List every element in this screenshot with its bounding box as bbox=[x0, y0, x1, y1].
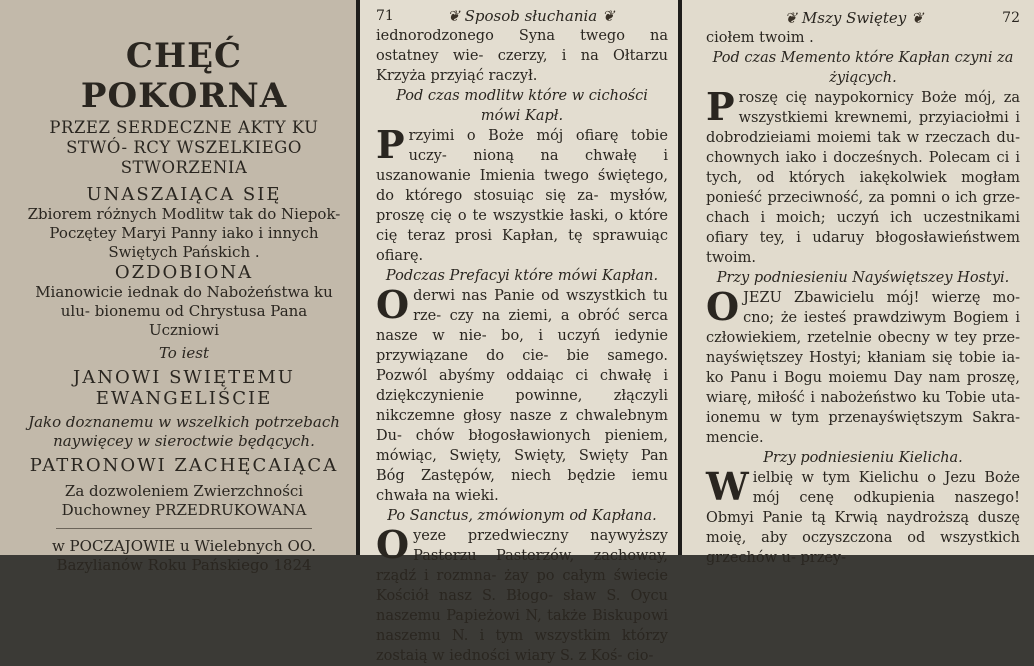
section-heading: Przy podniesieniu Kielicha. bbox=[763, 450, 963, 466]
left-page-number: 71 bbox=[376, 8, 394, 24]
paragraph: iednorodzonego Syna twego na ostatney wie- czerzy, i na Ołtarzu Krzyża przyiąć raczył. bbox=[376, 28, 668, 84]
right-header bbox=[706, 8, 1020, 28]
left-page bbox=[360, 0, 678, 664]
section-heading: Pod czas modlitw które w cichości mówi Kapł. bbox=[396, 88, 648, 124]
right-page-number: 72 bbox=[1002, 10, 1020, 26]
section-heading: Podczas Prefacyi które mówi Kapłan. bbox=[385, 268, 659, 284]
drop-cap: W bbox=[706, 464, 749, 509]
title-rule bbox=[56, 528, 312, 529]
title-line-5: To iest bbox=[158, 344, 210, 362]
drop-cap: P bbox=[376, 122, 405, 167]
paragraph: Oderwi nas Panie od wszystkich tu rze- czy na ziemi, a obróć serca nasze w nie- bo, i uczyń iedynie przywiązane do cie- bie samego. Pozwól abyśmy oddaiąc ci chwałę i dziękczynienie powinne, złączyli nikczemne głosy nasze z chwalebnym Du- chów błogosławionych pieniem, mówiąc, Swięty, Swięty, Swięty Pan Bóg Zastępów, niech będzie iemu chwała na wieki. bbox=[376, 282, 668, 504]
paragraph: Oyeze przedwieczny naywyższy Pasterzu Pasterzów, zachoway, rządź i rozmna- żay po całym świecie Kościół nasz S. Błogo- sław S. Oycu naszemu Papieżowi N, także Biskupowi naszemu N. i tym wszystkim którzy zostaią w iedności wiary S. z Koś- cio- bbox=[376, 522, 668, 664]
fleuron-icon: ❦ bbox=[911, 9, 924, 27]
fleuron-icon: ❦ bbox=[447, 7, 460, 25]
left-running-head: ❦ Sposob słuchania ❦ bbox=[447, 7, 615, 25]
section-heading: Pod czas Memento które Kapłan czyni za żyiących. bbox=[712, 50, 1014, 86]
paragraph: Wielbię w tym Kielichu o Jezu Boże mój cenę odkupienia naszego! Obmyi Panie tą Krwią naydroższą duszę moię, aby oczyszczona od wszystkich grzechów u- przey- bbox=[706, 464, 1020, 566]
title-line-3: OZDOBIONA bbox=[114, 262, 254, 283]
title-line-2: Zbiorem różnych Modlitw tak do Niepok- Poczętey Maryi Panny iako i innych Swiętych Pańskich . bbox=[27, 205, 341, 261]
paragraph: OJEZU Zbawicielu mój! wierzę mo- cno; że iesteś prawdziwym Bogiem i człowiekiem, rzetelnie obecny w tey prze- nayświętszey Hostyi; kłaniam się tobie ia- ko Panu i Bogu moiemu Day nam proszę, wiarę, miłość i nabożeństwo ku Tobie uta- ionemu w tym przenayświętszym Sakra- mencie. bbox=[706, 284, 1020, 446]
fleuron-icon: ❦ bbox=[602, 7, 615, 25]
paragraph: Proszę cię naypokornicy Boże mój, za wszystkiemi krewnemi, przyiaciołmi i dobrodzieiami moiemi tak w rzeczach du- chownych iako i docześnych. Polecam ci i tych, od których iakękolwiek mogłam ponieść przeciwność, za pomni o ich grze- chach i moich; uczyń ich uczestnikami ofiary tey, i udaruy błogosławieństwem twoim. bbox=[706, 84, 1020, 266]
title-line-4: Mianowicie iednak do Nabożeństwa ku ulu- bionemu od Chrystusa Pana Uczniowi bbox=[35, 283, 333, 339]
title-line-6: JANOWI SWIĘTEMU EWANGELIŚCIE bbox=[73, 367, 295, 409]
imprint: w POCZAJOWIE u Wielebnych OO. Bazylianów Roku Pańskiego 1824 bbox=[51, 537, 317, 574]
title-line-9: Za dozwoleniem Zwierzchności Duchowney PRZEDRUKOWANA bbox=[61, 482, 307, 519]
paragraph: ciołem twoim . bbox=[706, 30, 814, 46]
section-heading: Po Sanctus, zmówionym od Kapłana. bbox=[387, 508, 657, 524]
right-page bbox=[682, 0, 1034, 566]
drop-cap: O bbox=[706, 284, 740, 329]
drop-cap: O bbox=[376, 282, 410, 327]
left-header bbox=[376, 6, 668, 26]
title-line-8: PATRONOWI ZACHĘCAIĄCA bbox=[29, 455, 339, 476]
book-title: CHĘĆ POKORNA bbox=[80, 36, 288, 116]
section-heading: Przy podniesieniu Nayświętszey Hostyi. bbox=[716, 270, 1010, 286]
title-line-7: Jako doznanemu w wszelkich potrzebach naywięcey w sieroctwie będących. bbox=[28, 413, 340, 450]
title-page bbox=[0, 0, 356, 574]
book-subtitle: PRZEZ SERDECZNE AKTY KU STWÓ- RCY WSZELKIEGO STWORZENIA bbox=[49, 118, 319, 177]
title-line-1: UNASZAIĄCA SIĘ bbox=[86, 184, 282, 205]
right-running-head: ❦ Mszy Swiętey ❦ bbox=[784, 9, 924, 27]
paragraph: Przyimi o Boże mój ofiarę tobie uczy- nioną na chwałę i uszanowanie Imienia twego świętego, do którego stosuiąc się za- mysłów, proszę cię o te wszystkie łaski, o które cię teraz prosi Kapłan, tę sprawuiąc ofiarę. bbox=[376, 122, 668, 264]
fleuron-icon: ❦ bbox=[784, 9, 798, 27]
drop-cap: O bbox=[376, 522, 410, 567]
drop-cap: P bbox=[706, 84, 735, 129]
